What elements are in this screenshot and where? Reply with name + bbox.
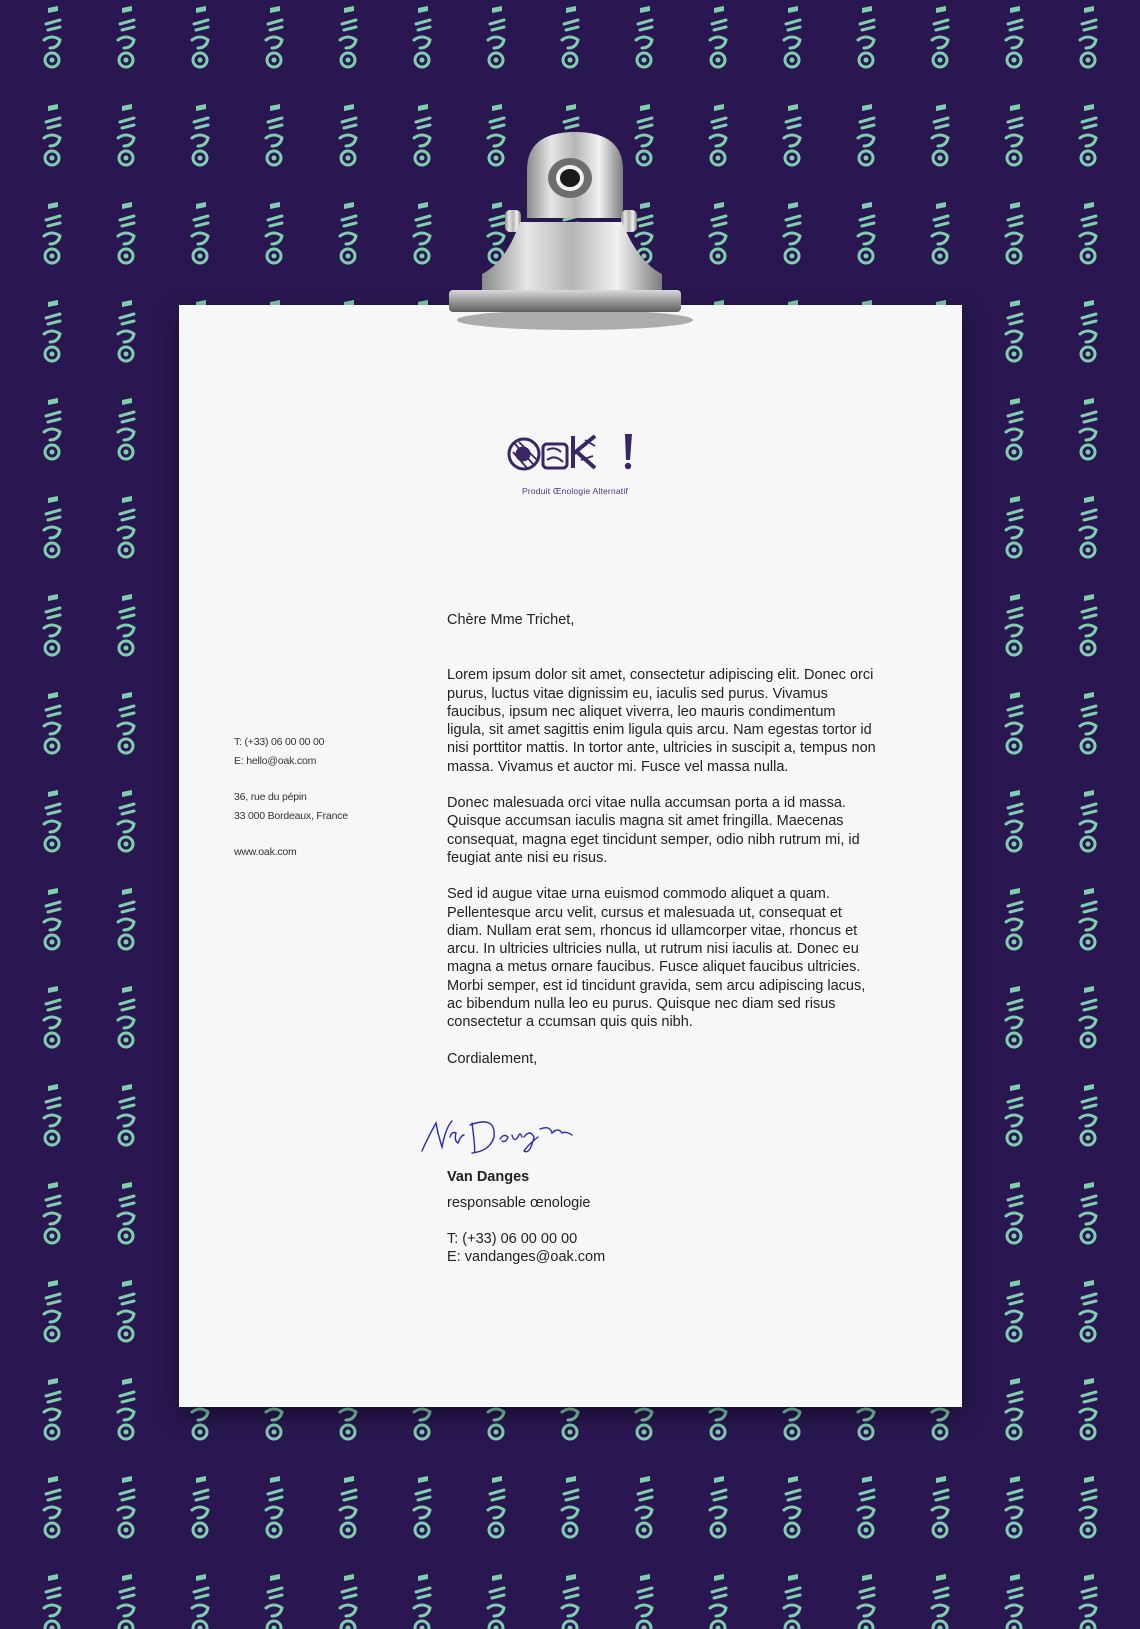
signer-email: E: vandanges@oak.com bbox=[447, 1249, 606, 1265]
signer-phone: T: (+33) 06 00 00 00 bbox=[447, 1231, 578, 1247]
sender-address-line1: 36, rue du pépin bbox=[234, 791, 307, 803]
handwritten-signature bbox=[420, 1113, 580, 1158]
sender-website: www.oak.com bbox=[234, 846, 297, 858]
letter-greeting: Chère Mme Trichet, bbox=[447, 612, 575, 628]
logo-tagline: Produit Œnologie Alternatif bbox=[521, 486, 629, 496]
letter-closing: Cordialement, bbox=[447, 1050, 538, 1067]
signer-block bbox=[447, 1168, 605, 1266]
sender-contact-block bbox=[234, 733, 348, 862]
sender-phone: T: (+33) 06 00 00 00 bbox=[234, 736, 325, 748]
letter-body bbox=[447, 611, 877, 1068]
signer-contacts bbox=[447, 1230, 605, 1266]
letter-paragraph: Donec malesuada orci vitae nulla accumsan porta a id massa. Quisque accumsan iaculis magna sit amet fringilla. Maecenas consequat, magna eget tincidunt semper, odio nibh rutrum mi, id feugiat ante nisi eu risus. bbox=[447, 795, 860, 866]
bulldog-clip bbox=[445, 130, 695, 335]
signer-name: Van Danges bbox=[447, 1169, 530, 1185]
sender-address-line2: 33 000 Bordeaux, France bbox=[234, 809, 348, 822]
sender-email: E: hello@oak.com bbox=[234, 754, 317, 767]
letter-paragraph: Sed id augue vitae urna euismod commodo aliquet a quam. Pellentesque arcu velit, cursus et malesuada ut, consequat et diam. Nullam erat sem, rhoncus id ullamcorper vitae, rhoncus et arcu. In ultricies ultricies nulla, ut rutrum nisi iaculis at. Donec eu magna a metus ornare faucibus. Fusce aliquet faucibus ultricies. Morbi semper, est id tincidunt gravida, sem arcu adipiscing lacus, ac bibendum nulla leo eu purus. Quisque nec diam sed risus consectetur a ccumsan quis quis nibh. bbox=[447, 886, 866, 1031]
signer-role: responsable œnologie bbox=[447, 1194, 591, 1211]
letter-paragraph: Lorem ipsum dolor sit amet, consectetur adipiscing elit. Donec orci purus, luctus vitae dignissim eu, iaculis sed purus. Vivamus faucibus, ipsum nec aliquet viverra, leo mauris condimentum ligula, sit amet sagittis enim ligula quis arcu. Nam egestas tortor id nisi porttitor mattis. In tortor ante, ultricies in suscipit a, tempus non massa. Vivamus et auctor mi. Fusce vel massa nulla. bbox=[447, 667, 876, 775]
